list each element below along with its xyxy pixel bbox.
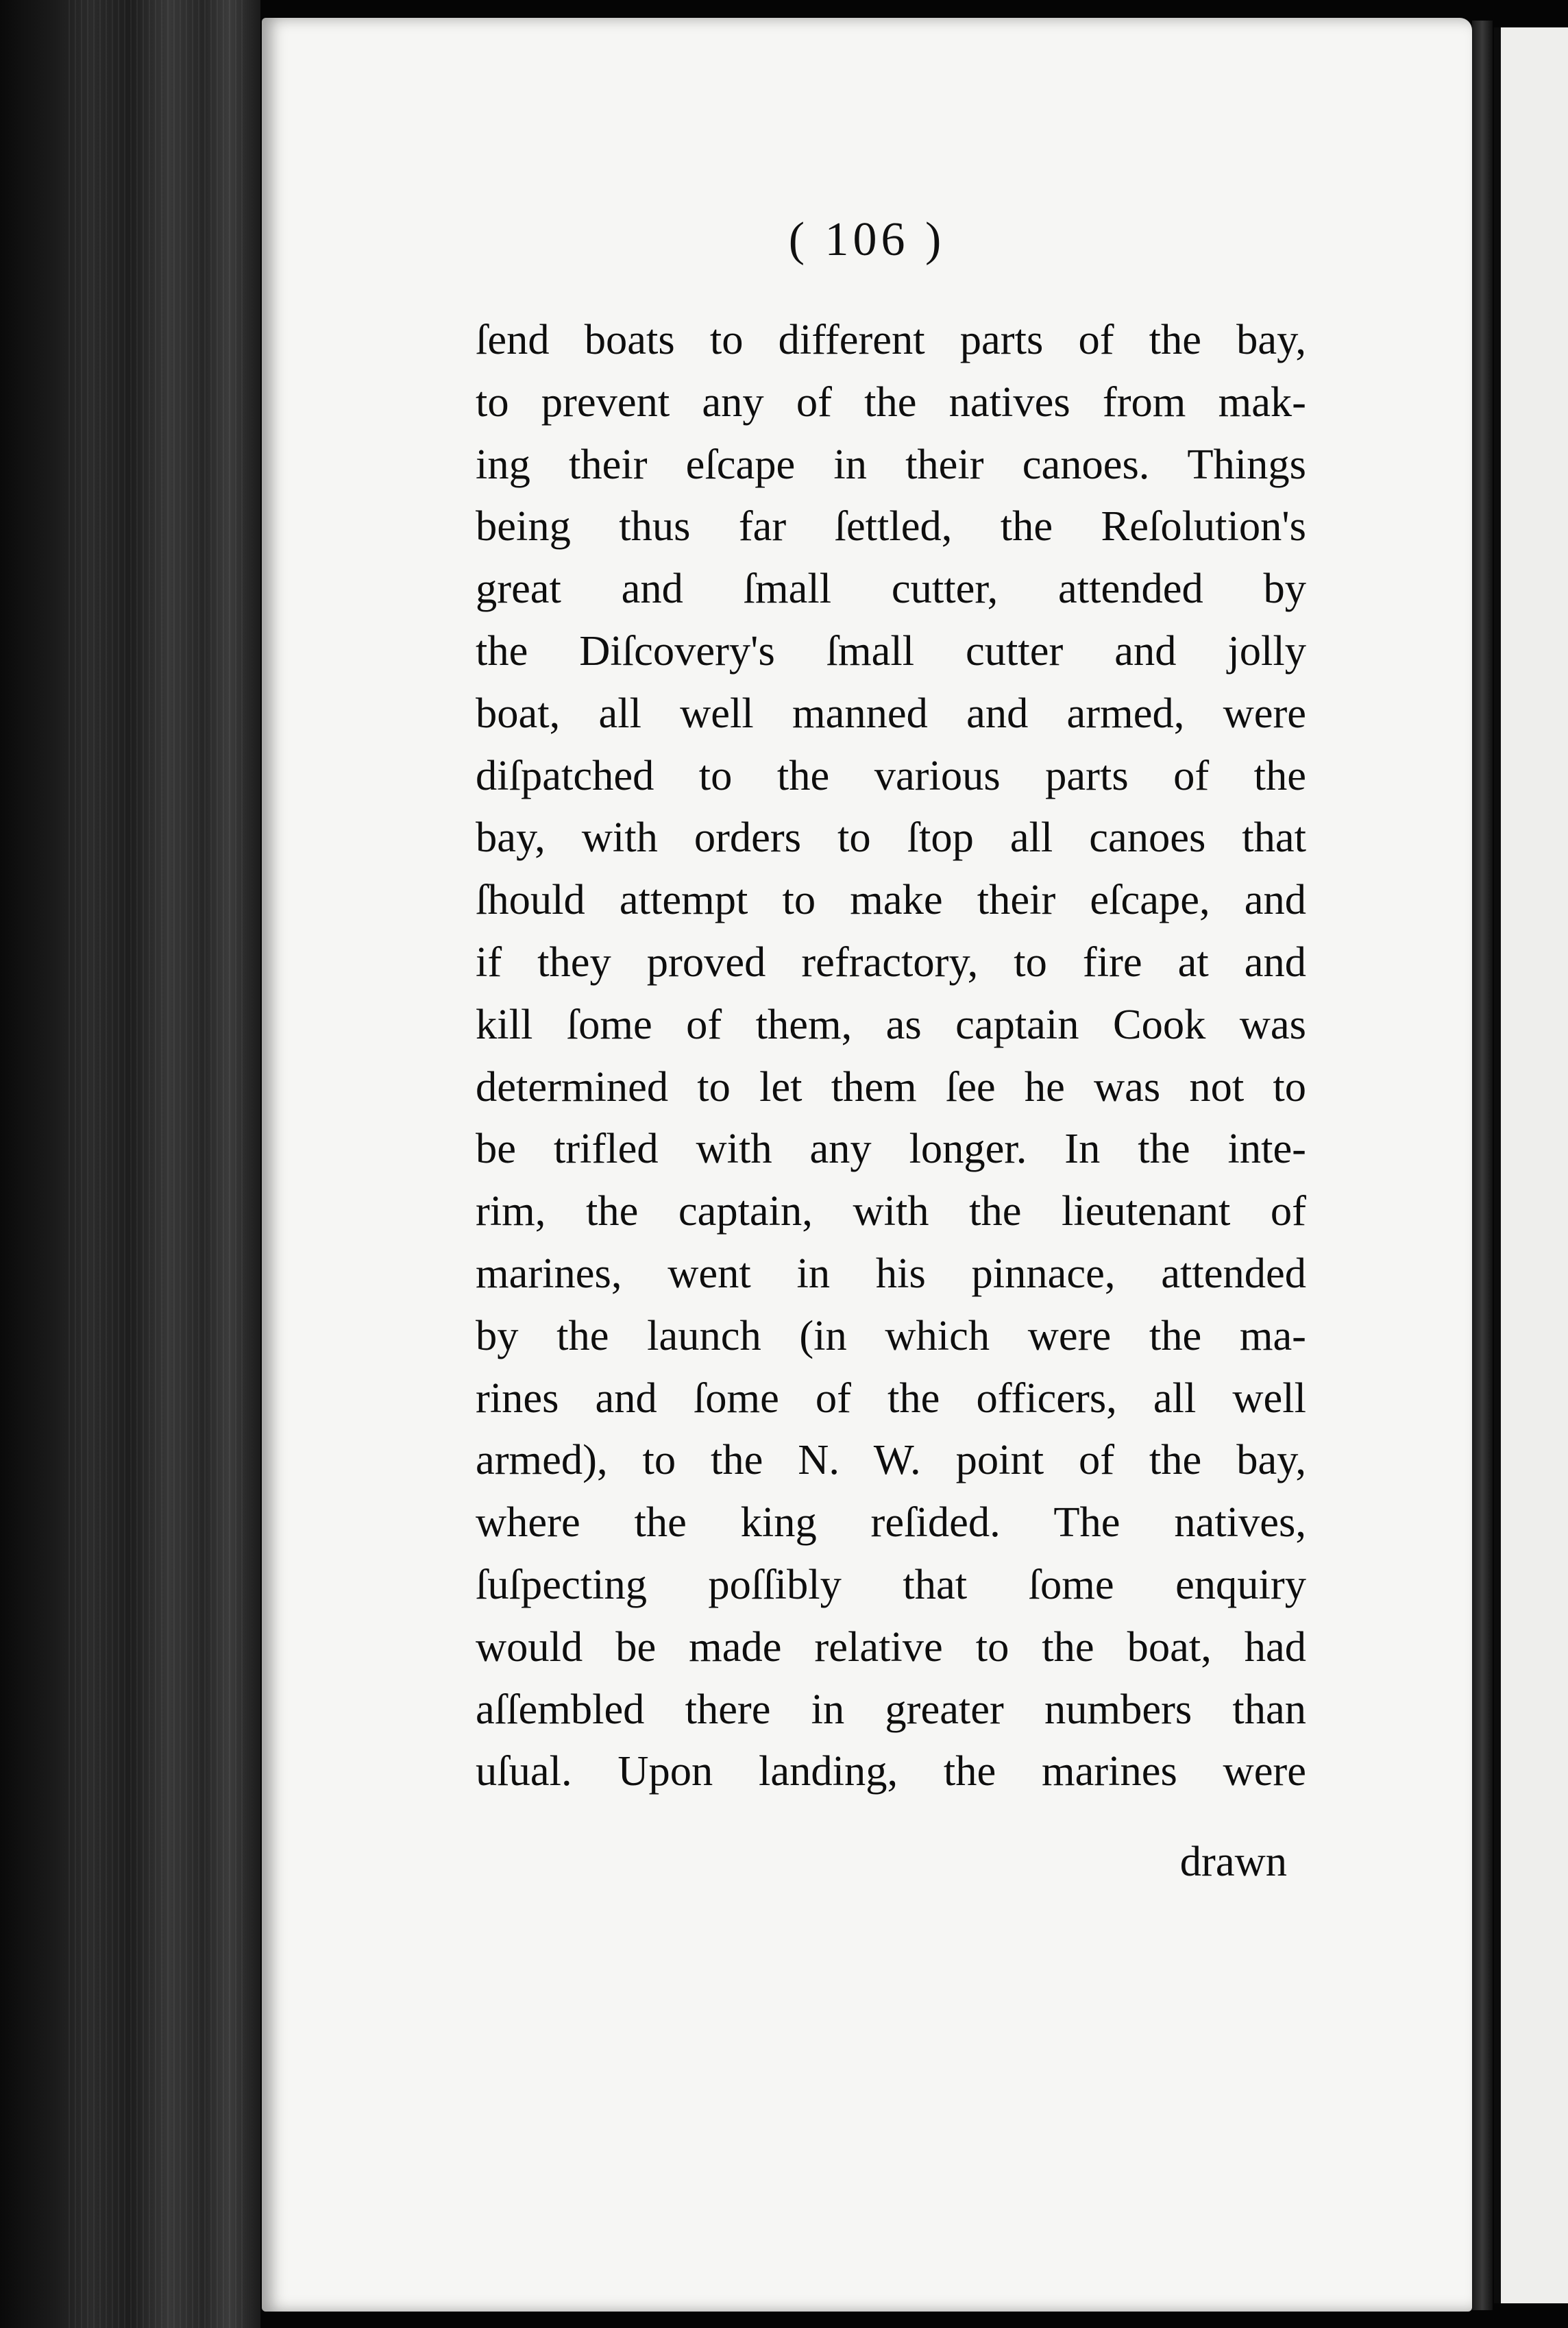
text-line: to prevent any of the natives from mak- <box>476 377 1306 426</box>
body-text <box>476 308 1306 1802</box>
text-line: would be made relative to the boat, had <box>476 1622 1306 1671</box>
page-edges <box>69 0 247 2328</box>
text-line: ſend boats to different parts of the bay, <box>476 315 1306 363</box>
catchword: drawn <box>1179 1837 1287 1885</box>
facing-page-edge <box>1494 27 1568 2303</box>
text-line: if they proved refractory, to fire at and <box>476 937 1306 986</box>
text-line: the Diſcovery's ſmall cutter and jolly <box>476 626 1306 675</box>
book-gutter <box>0 0 260 2328</box>
text-line: boat, all well manned and armed, were <box>476 688 1306 737</box>
text-line: by the launch (in which were the ma- <box>476 1311 1306 1359</box>
text-line: where the king reſided. The natives, <box>476 1498 1306 1547</box>
text-line: rim, the captain, with the lieutenant of <box>476 1187 1306 1235</box>
text-line: armed), to the N. W. point of the bay, <box>476 1435 1306 1484</box>
text-line: determined to let them ſee he was not to <box>476 1062 1306 1111</box>
text-line: ſhould attempt to make their eſcape, and <box>476 875 1306 924</box>
text-line: bay, with orders to ſtop all canoes that <box>476 813 1306 862</box>
text-line: ing their eſcape in their canoes. Things <box>476 439 1306 488</box>
text-line: marines, went in his pinnace, attended <box>476 1248 1306 1297</box>
text-line: aſſembled there in greater numbers than <box>476 1684 1306 1733</box>
text-line: kill ſome of them, as captain Cook was <box>476 999 1306 1048</box>
text-line: uſual. Upon landing, the marines were <box>476 1747 1306 1795</box>
text-line: great and ſmall cutter, attended by <box>476 564 1306 613</box>
page-edge-shadow <box>1472 21 1493 2310</box>
page-number-header: ( 106 ) <box>788 213 946 266</box>
text-line: be trifled with any longer. In the inte- <box>476 1124 1306 1173</box>
text-line: ſuſpecting poſſibly that ſome enquiry <box>476 1560 1306 1608</box>
text-line: being thus far ſettled, the Reſolution's <box>476 502 1306 550</box>
text-line: rines and ſome of the officers, all well <box>476 1373 1306 1422</box>
text-line: diſpatched to the various parts of the <box>476 751 1306 799</box>
